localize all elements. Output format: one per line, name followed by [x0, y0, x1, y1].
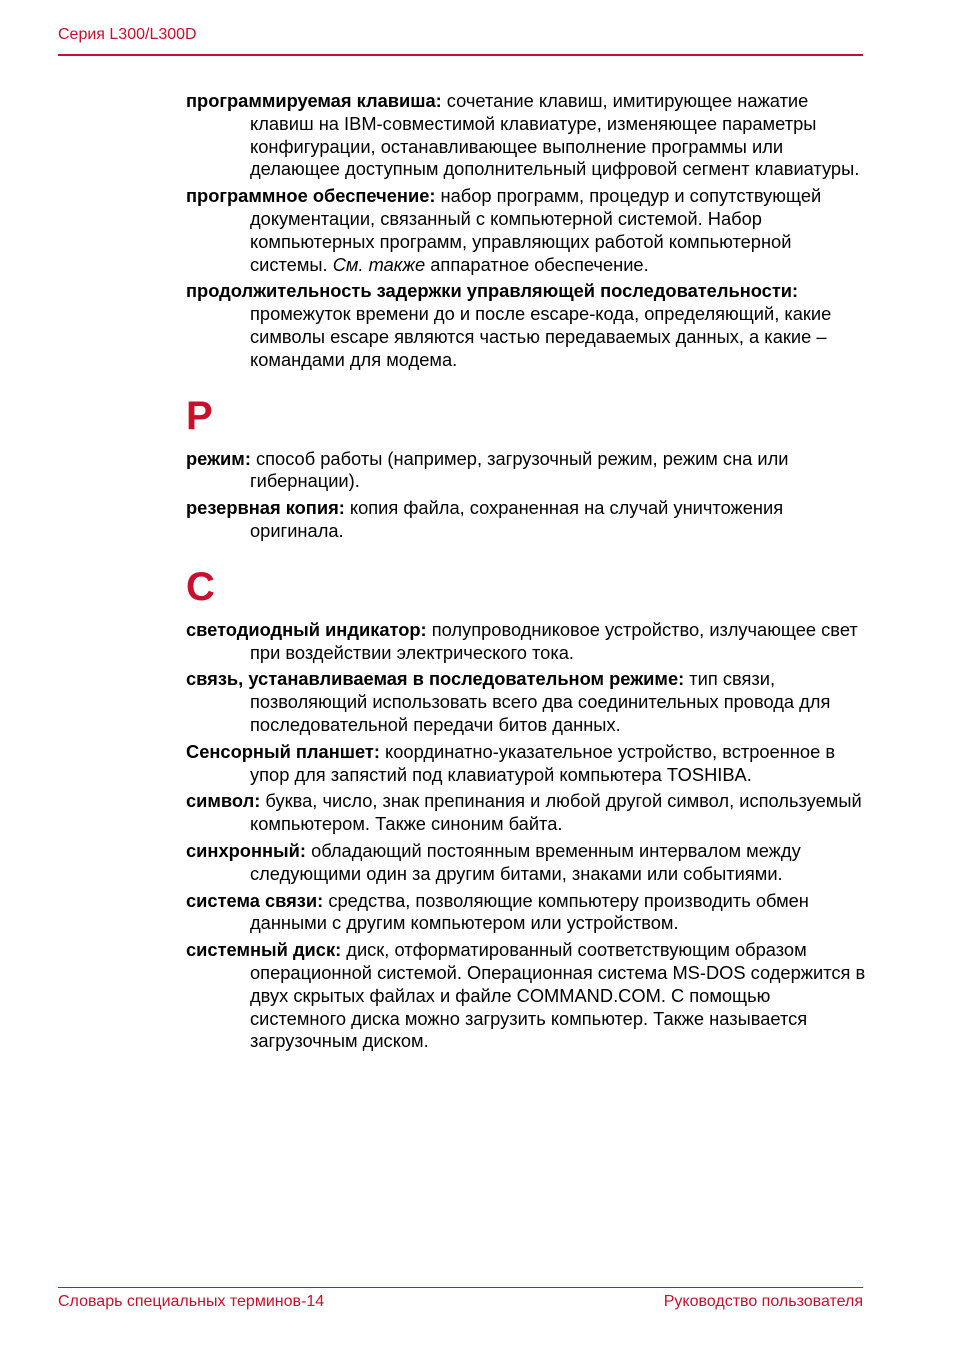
glossary-entry: [186, 939, 866, 1053]
term: резервная копия:: [186, 497, 345, 519]
glossary-entry: [186, 185, 866, 276]
glossary-entry: [186, 448, 866, 494]
term: программируемая клавиша:: [186, 90, 442, 111]
section-letter-s: С: [186, 564, 215, 609]
definition: тип связи, позволяющий использовать всего два соединительных провода для последовательной передачи битов данных.: [250, 668, 831, 735]
glossary-content: [186, 90, 866, 1057]
running-header: Серия L300/L300D: [58, 26, 197, 43]
glossary-entry: [186, 619, 866, 665]
term: символ:: [186, 790, 261, 812]
see-also: См. также: [332, 253, 426, 275]
glossary-entry: [186, 890, 866, 936]
definition: средства, позволяющие компьютеру производить обмен данными с другим компьютером или устройством.: [250, 889, 809, 934]
term: синхронный:: [186, 839, 306, 861]
section-letter-r: Р: [186, 393, 213, 438]
glossary-entry: [186, 280, 866, 371]
term: программное обеспечение:: [186, 185, 436, 207]
definition: копия файла, сохраненная на случай уничтожения оригинала.: [250, 497, 784, 541]
glossary-entry: [186, 90, 866, 181]
header-rule: [58, 54, 863, 56]
term: режим:: [186, 447, 251, 469]
term: светодиодный индикатор:: [186, 618, 427, 640]
glossary-entry: [186, 497, 866, 543]
footer-rule: [58, 1287, 863, 1288]
definition: промежуток времени до и после escape-кода, определяющий, какие символы escape являются частью передаваемых данных, а какие – командами для модема.: [250, 303, 832, 370]
footer-section-label: Словарь специальных терминов-14: [58, 1293, 325, 1310]
definition: полупроводниковое устройство, излучающее свет при воздействии электрического тока.: [250, 618, 858, 663]
definition: способ работы (например, загрузочный режим, режим сна или гибернации).: [250, 447, 789, 492]
definition: координатно-указательное устройство, встроенное в упор для запястий под клавиатурой компьютера TOSHIBA.: [250, 740, 836, 785]
glossary-entry: [186, 668, 866, 736]
term: Сенсорный планшет:: [186, 740, 380, 762]
definition: буква, число, знак препинания и любой другой символ, используемый компьютером. Также синоним байта.: [250, 790, 862, 835]
footer-manual-title: Руководство пользователя: [663, 1293, 863, 1310]
term: связь, устанавливаемая в последовательном режиме:: [186, 668, 685, 690]
definition: обладающий постоянным временным интервалом между следующими один за другим битами, знаками или событиями.: [250, 839, 801, 884]
definition: набор программ, процедур и сопутствующей документации, связанный с компьютерной системой. Набор компьютерных программ, управляющих работой компьютерной системы.: [250, 185, 822, 275]
glossary-entry: [186, 790, 866, 836]
term: система связи:: [186, 889, 324, 911]
term: продолжительность задержки управляющей последовательности:: [186, 280, 799, 302]
definition-cont: аппаратное обеспечение.: [425, 253, 649, 275]
glossary-entry: [186, 741, 866, 787]
term: системный диск:: [186, 939, 342, 961]
definition: сочетание клавиш, имитирующее нажатие клавиш на IBM-совместимой клавиатуре, изменяющее параметры конфигурации, останавливающее выполнение программы или делающее доступным дополнительный цифровой сегмент клавиатуры.: [250, 90, 860, 180]
definition: диск, отформатированный соответствующим образом операционной системой. Операционная система MS-DOS содержится в двух скрытых файлах и файле COMMAND.COM. С помощью системного диска можно загрузить компьютер. Также называется загрузочным диском.: [250, 939, 866, 1052]
glossary-entry: [186, 840, 866, 886]
